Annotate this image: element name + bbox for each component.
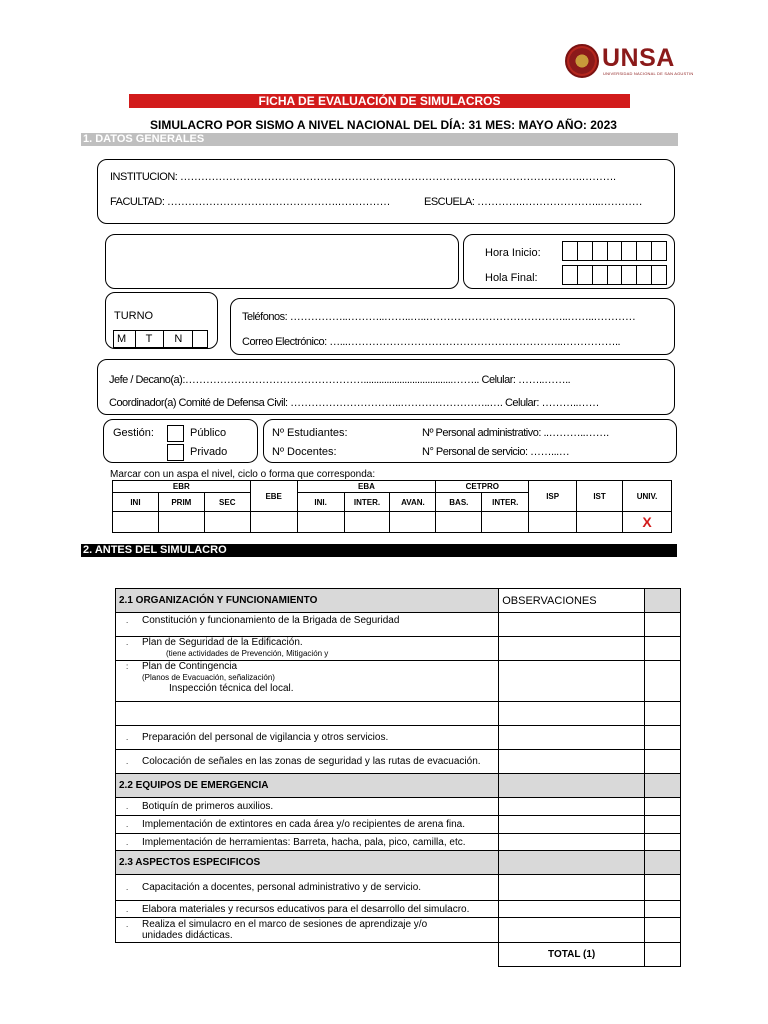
turno-n-cell[interactable]: N [164,331,193,347]
total-label: TOTAL (1) [499,943,645,967]
observacion-cell[interactable] [499,726,645,750]
item-herramientas: Implementación de herramientas: Barreta, hacha, pala, pico, camilla, etc. [142,836,466,848]
levels-table [112,480,672,533]
hora-inicio-cells[interactable] [562,241,667,261]
institucion-field[interactable]: INSTITUCION: …………………………………………………………………………………………………….………. [110,171,616,183]
activities-table [115,588,681,967]
escuela-field[interactable]: ESCUELA: ………….…………………..………… [424,196,643,208]
score-cell[interactable] [645,750,681,774]
table-row: . Realiza el simulacro en el marco de sesiones de aprendizaje y/o unidades didácticas. [116,918,499,943]
estudiantes-field[interactable]: Nº Estudiantes: [272,427,348,439]
total-value-cell[interactable] [645,943,681,967]
table-row: . Capacitación a docentes, personal administrativo y de servicio. [116,875,499,901]
observacion-cell[interactable] [499,750,645,774]
eba-inter-header: INTER. [344,493,390,512]
hora-inicio-label: Hora Inicio: [485,247,541,259]
jefe-field[interactable]: Jefe / Decano(a):……………………………………………...................................…….. Celular: ……..…….. [109,374,571,386]
section-2-3-heading: 2.3 ASPECTOS ESPECIFICOS [116,851,499,875]
item-vigilancia: Preparación del personal de vigilancia y otros servicios. [142,732,389,743]
docentes-field[interactable]: Nº Docentes: [272,446,337,458]
section-2-1-heading: 2.1 ORGANIZACIÓN Y FUNCIONAMIENTO [116,589,499,613]
turno-cells [113,330,208,348]
contact-box [230,298,675,355]
score-cell[interactable] [645,798,681,816]
table-row: . Constitución y funcionamiento de la Brigada de Seguridad [116,613,499,637]
item-sesiones-b: unidades didácticas. [142,930,233,941]
table-row [116,702,499,726]
responsables-box [97,359,675,415]
personal-admin-field[interactable]: Nº Personal administrativo: ..………..……. [422,427,609,439]
score-cell[interactable] [645,918,681,943]
ebr-ini-header: INI [113,493,159,512]
hora-final-cells[interactable] [562,265,667,285]
privado-checkbox[interactable] [167,444,184,461]
marcar-instruction: Marcar con un aspa el nivel, ciclo o forma que corresponda: [110,469,376,480]
turno-box [105,292,218,349]
university-seal-icon [565,44,599,78]
level-cell[interactable] [577,512,623,533]
score-cell[interactable] [645,816,681,834]
observaciones-header: OBSERVACIONES [499,589,645,613]
score-header [645,589,681,613]
cetpro-bas-header: BAS. [436,493,482,512]
table-row: . Botiquín de primeros auxilios. [116,798,499,816]
item-plan-contingencia: Plan de Contingencia [142,661,238,672]
level-cell[interactable] [158,512,204,533]
level-cell[interactable] [436,512,482,533]
turno-label: TURNO [114,310,154,322]
score-cell[interactable] [645,702,681,726]
gestion-box [103,419,258,463]
privado-label: Privado [190,446,228,458]
item-brigada: Constitución y funcionamiento de la Brigada de Seguridad [142,615,400,626]
table-row: . Implementación de herramientas: Barreta, hacha, pala, pico, camilla, etc. [116,834,499,851]
ebr-prim-header: PRIM [158,493,204,512]
facultad-field[interactable]: FACULTAD: ………………………………………….…………… [110,196,390,208]
turno-t-cell[interactable]: T [136,331,165,347]
logo-text: UNSA [602,44,675,72]
item-capacitacion: Capacitación a docentes, personal administrativo y de servicio. [142,882,422,893]
table-row: . Colocación de señales en las zonas de seguridad y las rutas de evacuación. [116,750,499,774]
score-cell[interactable] [645,661,681,702]
observacion-cell[interactable] [499,918,645,943]
observacion-cell[interactable] [499,661,645,702]
score-cell[interactable] [645,901,681,918]
level-cell[interactable] [482,512,529,533]
observacion-cell[interactable] [499,702,645,726]
level-cell[interactable] [204,512,250,533]
table-row: . Plan de Seguridad de la Edificación. (tiene actividades de Prevención, Mitigación y [116,637,499,661]
publico-label: Público [190,427,227,439]
score-cell[interactable] [645,726,681,750]
section-2-heading: 2. ANTES DEL SIMULACRO [81,544,677,557]
ebr-sec-header: SEC [204,493,250,512]
ist-header: IST [577,481,623,512]
form-title: FICHA DE EVALUACIÓN DE SIMULACROS [129,94,630,108]
eba-header: EBA [297,481,436,493]
table-row: : Plan de Contingencia (Planos de Evacuación, señalización) Inspección técnica del local. [116,661,499,702]
logo-subtitle: UNIVERSIDAD NACIONAL DE SAN AGUSTIN [603,71,694,76]
unsa-logo [565,42,694,82]
eba-ini-header: INI. [297,493,344,512]
item-materiales: Elabora materiales y recursos educativos para el desarrollo del simulacro. [142,903,470,915]
observacion-cell[interactable] [499,834,645,851]
table-row: . Elabora materiales y recursos educativos para el desarrollo del simulacro. [116,901,499,918]
cetpro-header: CETPRO [436,481,529,493]
score-cell[interactable] [645,613,681,637]
univ-header: UNIV. [623,481,672,512]
personal-box [263,419,677,463]
gestion-label: Gestión: [113,427,154,439]
correo-field[interactable]: Correo Electrónico: …...……………………………………………………..…………….. [242,336,621,348]
institution-box [97,159,675,224]
observacion-cell[interactable] [499,875,645,901]
section-1-heading: 1. DATOS GENERALES [81,133,678,146]
item-inspeccion: Inspección técnica del local. [169,683,294,694]
hora-final-label: Hola Final: [485,272,538,284]
level-cell[interactable] [529,512,577,533]
item-extintores: Implementación de extintores en cada área y/o recipientes de arena fina. [142,819,465,830]
item-plan-seguridad-sub: (tiene actividades de Prevención, Mitigación y [166,649,329,658]
coordinador-field[interactable]: Coordinador(a) Comité de Defensa Civil: …………………………..……………………..…. Celular: ………..…… [109,397,600,409]
item-sesiones: Realiza el simulacro en el marco de sesiones de aprendizaje y/o [142,919,428,930]
table-row: . Preparación del personal de vigilancia y otros servicios. [116,726,499,750]
item-plan-seguridad: Plan de Seguridad de la Edificación. [142,637,303,648]
level-cell[interactable] [297,512,344,533]
observacion-cell[interactable] [499,637,645,661]
section-2-2-heading: 2.2 EQUIPOS DE EMERGENCIA [116,774,499,798]
level-cell[interactable] [113,512,159,533]
table-row: . Implementación de extintores en cada área y/o recipientes de arena fina. [116,816,499,834]
level-cell[interactable] [250,512,297,533]
score-cell[interactable] [645,834,681,851]
hours-box [463,234,675,289]
eba-avan-header: AVAN. [390,493,436,512]
publico-checkbox[interactable] [167,425,184,442]
observacion-cell[interactable] [499,816,645,834]
form-subtitle: SIMULACRO POR SISMO A NIVEL NACIONAL DEL DÍA: 31 MES: MAYO AÑO: 2023 [150,118,617,132]
item-botiquin: Botiquín de primeros auxilios. [142,801,274,812]
blank-box [105,234,459,289]
level-cell[interactable] [344,512,390,533]
ebe-header: EBE [250,481,297,512]
item-senales: Colocación de señales en las zonas de seguridad y las rutas de evacuación. [142,756,481,767]
ebr-header: EBR [113,481,251,493]
score-cell[interactable] [645,637,681,661]
cetpro-inter-header: INTER. [482,493,529,512]
isp-header: ISP [529,481,577,512]
univ-mark-cell[interactable]: X [623,512,672,533]
observacion-cell[interactable] [499,901,645,918]
level-cell[interactable] [390,512,436,533]
turno-m-cell[interactable]: M [114,331,136,347]
item-plan-contingencia-sub: (Planos de Evacuación, señalización) [142,673,275,682]
personal-serv-field[interactable]: N° Personal de servicio: ……...… [422,446,570,458]
score-cell[interactable] [645,875,681,901]
telefonos-field[interactable]: Teléfonos: ……………..………..……..…..…………………………………..……..………… [242,311,636,323]
observacion-cell[interactable] [499,798,645,816]
observacion-cell[interactable] [499,613,645,637]
